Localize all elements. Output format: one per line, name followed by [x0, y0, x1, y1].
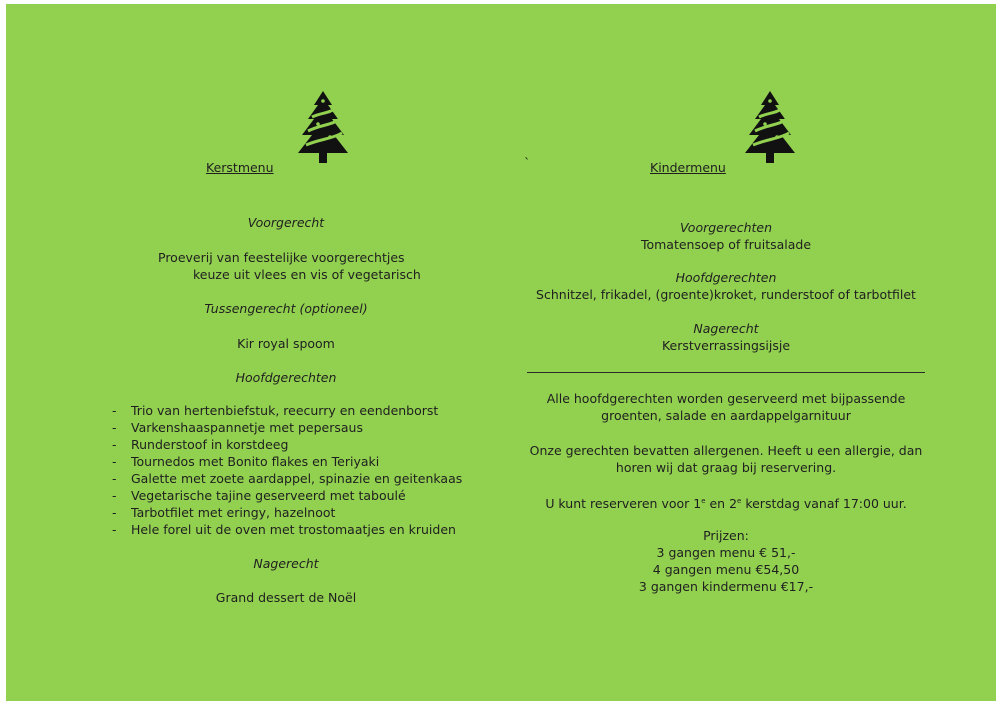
- list-item: - Galette met zoete aardappel, spinazie en geitenkaas: [110, 470, 462, 487]
- voorgerecht-line-1: Proeverij van feestelijke voorgerechtjes: [158, 250, 405, 265]
- info-garnish-line-2: groenten, salade en aardappelgarnituur: [601, 408, 851, 423]
- info-garnish-line-1: Alle hoofdgerechten worden geserveerd met bijpassende: [546, 391, 906, 406]
- reservation-text: en 2: [705, 496, 738, 512]
- price-line: 3 gangen menu € 51,-: [656, 545, 796, 560]
- kinder-voorgerechten-item: Tomatensoep of fruitsalade: [640, 237, 812, 252]
- tussengerecht-heading: Tussengerecht (optioneel): [204, 301, 368, 316]
- info-allergen-line-1: Onze gerechten bevatten allergenen. Heeft u een allergie, dan: [529, 443, 923, 458]
- list-item: - Tournedos met Bonito flakes en Teriyaki: [110, 453, 462, 470]
- price-line: 4 gangen menu €54,50: [652, 562, 800, 577]
- voorgerecht-line-2: keuze uit vlees en vis of vegetarisch: [193, 267, 421, 282]
- list-item: - Varkenshaaspannetje met pepersaus: [110, 419, 462, 436]
- ordinal-suffix: e: [737, 497, 742, 505]
- ordinal-suffix: e: [701, 497, 706, 505]
- nagerecht-item: Grand dessert de Noël: [215, 590, 357, 605]
- list-item: - Vegetarische tajine geserveerd met taboulé: [110, 487, 462, 504]
- reservation-text: U kunt reserveren voor 1: [545, 496, 702, 512]
- hoofdgerechten-heading: Hoofdgerechten: [235, 370, 337, 385]
- list-item: - Runderstoof in korstdeeg: [110, 436, 462, 453]
- hoofdgerechten-list: [110, 402, 462, 538]
- stray-mark: `: [524, 155, 531, 170]
- price-line: 3 gangen kindermenu €17,-: [638, 579, 814, 594]
- reservation-info: [517, 493, 935, 512]
- voorgerecht-heading: Voorgerecht: [247, 215, 325, 230]
- kinder-hoofdgerechten-heading: Hoofdgerechten: [675, 270, 777, 285]
- list-item: - Trio van hertenbiefstuk, reecurry en eendenborst: [110, 402, 462, 419]
- info-allergen-line-2: horen wij dat graag bij reservering.: [615, 460, 837, 475]
- divider: [527, 372, 925, 373]
- christmas-tree-icon: [743, 91, 797, 163]
- nagerecht-heading: Nagerecht: [253, 556, 319, 571]
- kinder-nagerecht-item: Kerstverrassingsijsje: [661, 338, 791, 353]
- prices-heading: Prijzen:: [703, 528, 749, 543]
- kinder-nagerecht-heading: Nagerecht: [693, 321, 759, 336]
- list-item: - Hele forel uit de oven met trostomaatjes en kruiden: [110, 521, 462, 538]
- kerstmenu-title: Kerstmenu: [206, 160, 274, 175]
- menu-page: [6, 4, 996, 701]
- kinder-voorgerechten-heading: Voorgerechten: [679, 220, 773, 235]
- reservation-text: kerstdag vanaf 17:00 uur.: [741, 496, 907, 512]
- kinder-hoofdgerechten-item: Schnitzel, frikadel, (groente)kroket, runderstoof of tarbotfilet: [536, 287, 916, 302]
- christmas-tree-icon: [296, 91, 350, 163]
- tussengerecht-item: Kir royal spoom: [237, 336, 335, 351]
- list-item: - Tarbotfilet met eringy, hazelnoot: [110, 504, 462, 521]
- kindermenu-title: Kindermenu: [650, 160, 726, 175]
